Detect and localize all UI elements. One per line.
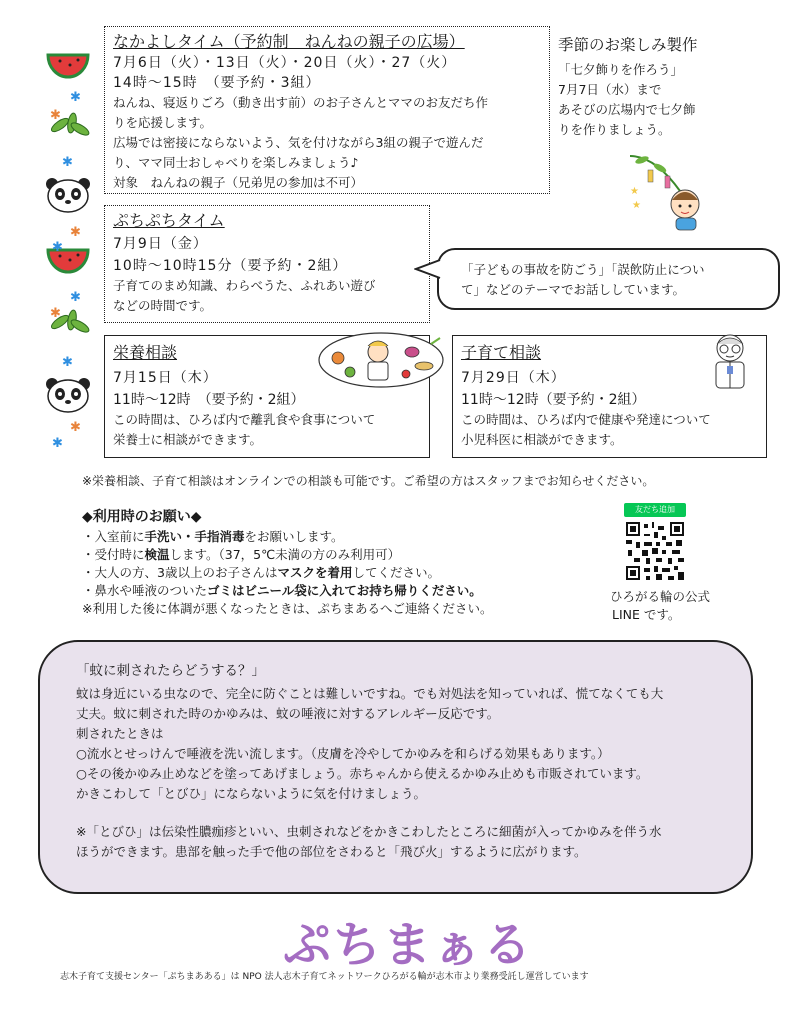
rules-item: ・入室前に手洗い・手指消毒をお願いします。 <box>82 529 344 544</box>
line-badge[interactable]: 友だち追加 <box>624 503 686 517</box>
svg-text:★: ★ <box>630 186 639 197</box>
kosodate-line: この時間は、ひろば内で健康や発達について <box>461 412 711 427</box>
puchi-line: 子育てのまめ知識、わらべうた、ふれあい遊び <box>113 278 376 293</box>
puchi-date: 7月9日（金） <box>113 236 208 252</box>
eiyou-time: 11時〜12時 （要予約・2組） <box>113 392 305 408</box>
eiyou-line: 栄養士に相談ができます。 <box>113 432 263 447</box>
side-decorations <box>40 50 100 450</box>
mosquito-line: かきこわして「とびひ」にならないように気を付けましょう。 <box>76 786 427 801</box>
rules-title: ◆利用時のお願い◆ <box>82 509 202 525</box>
eiyou-date: 7月15日（木） <box>113 370 218 386</box>
kosodate-date: 7月29日（木） <box>461 370 566 386</box>
mosquito-panel <box>38 640 753 894</box>
svg-text:★: ★ <box>632 200 641 211</box>
star-icon: ✱ <box>70 90 81 105</box>
eiyou-title: 栄養相談 <box>113 343 178 362</box>
line-caption: ひろがる輪の公式 LINE です。 <box>610 589 711 622</box>
bubble-tail <box>414 258 442 280</box>
eiyou-line: この時間は、ひろば内で離乳食や食事について <box>113 412 376 427</box>
bubble-line: て」などのテーマでお話ししています。 <box>461 282 686 297</box>
qr-code[interactable] <box>624 520 686 582</box>
rules-section <box>82 506 492 618</box>
mosquito-line: 丈夫。蚊に刺された時のかゆみは、蚊の唾液に対するアレルギー反応です。 <box>76 706 500 721</box>
mosquito-line: ○流水とせっけんで唾液を洗い流します。（皮膚を冷やしてかゆみを和らげる効果もあります。） <box>76 746 610 761</box>
star-icon: ✱ <box>70 420 81 435</box>
puchi-title: ぷちぷちタイム <box>113 211 225 230</box>
star-icon: ✱ <box>62 355 73 370</box>
nakayoshi-dates: 7月6日（火）・13日（火）・20日（火）・27（火） <box>113 55 457 71</box>
rules-item: ・鼻水や唾液のついたゴミはビニール袋に入れてお持ち帰りください。 <box>82 583 482 598</box>
mosquito-line: 蚊は身近にいる虫なので、完全に防ぐことは難しいですね。でも対処法を知っていれば、慌てなくても大 <box>76 686 664 701</box>
rules-item: ・受付時に検温します。（37，5℃未満の方のみ利用可） <box>82 547 401 562</box>
seasonal-line: りを作りましょう。 <box>558 122 671 137</box>
panda-icon <box>46 178 90 212</box>
rules-item: ・大人の方、3歳以上のお子さんはマスクを着用してください。 <box>82 565 440 580</box>
seasonal-date: 7月7日（水）まで <box>558 82 662 97</box>
star-icon: ✱ <box>50 108 61 123</box>
online-note: ※栄養相談、子育て相談はオンラインでの相談も可能です。ご希望の方はスタッフまでお知らせください。 <box>82 474 655 488</box>
seasonal-line: あそびの広場内で七夕飾 <box>558 102 696 117</box>
kosodate-line: 小児科医に相談ができます。 <box>461 432 623 447</box>
star-icon: ✱ <box>52 240 63 255</box>
mosquito-line: ○その後かゆみ止めなどを塗ってあげましょう。赤ちゃんから使えるかゆみ止めも市販されています。 <box>76 766 649 781</box>
kosodate-time: 11時〜12時（要予約・2組） <box>461 392 646 408</box>
watermelon-icon <box>48 55 88 77</box>
nakayoshi-line: 対象 ねんねの親子（兄弟児の参加は不可） <box>113 175 364 190</box>
star-icon: ✱ <box>52 436 63 451</box>
nakayoshi-title: なかよしタイム（予約制 ねんねの親子の広場） <box>113 32 465 51</box>
seasonal-section <box>558 34 698 140</box>
mosquito-note: ※「とびひ」は伝染性膿痂疹といい、虫刺されなどをかきこわしたところに細菌が入ってかゆみを伴う水 <box>76 824 662 839</box>
nakayoshi-line: り、ママ同士おしゃべりを楽しみましょう♪ <box>113 155 359 170</box>
star-icon: ✱ <box>70 290 81 305</box>
puchimaaru-logo: ぷちまぁる <box>283 917 534 973</box>
speech-bubble <box>437 248 780 310</box>
nakayoshi-line: りを応援します。 <box>113 115 213 130</box>
rules-last: ※利用した後に体調が悪くなったときは、ぷちまあるへご連絡ください。 <box>82 601 493 616</box>
puchi-time: 10時〜10時15分（要予約・2組） <box>113 258 348 274</box>
seasonal-title: 季節のお楽しみ製作 <box>558 36 698 54</box>
mosquito-line: 刺されたときは <box>76 726 164 741</box>
doctor-illustration <box>700 330 760 390</box>
star-icon: ✱ <box>62 155 73 170</box>
nakayoshi-line: ねんね、寝返りごろ（動き出す前）のお子さんとママのお友だち作 <box>113 95 489 110</box>
nakayoshi-time: 14時〜15時 （要予約・3組） <box>113 75 321 91</box>
nutritionist-illustration <box>316 330 446 390</box>
nakayoshi-box <box>104 26 550 194</box>
kosodate-title: 子育て相談 <box>461 343 542 362</box>
panda-icon <box>46 378 90 412</box>
puchi-box <box>104 205 430 323</box>
puchi-line: などの時間です。 <box>113 298 213 313</box>
mosquito-title: 「蚊に刺されたらどうする？」 <box>76 663 265 679</box>
star-icon: ✱ <box>70 225 81 240</box>
mosquito-note: ほうができます。患部を触った手で他の部位をさわると「飛び火」するように広がります。 <box>76 844 587 859</box>
nakayoshi-line: 広場では密接にならないよう、気を付けながら3組の親子で遊んだ <box>113 135 484 150</box>
bubble-line: 「子どもの事故を防ごう」「誤飲防止につい <box>461 262 705 277</box>
star-icon: ✱ <box>50 306 61 321</box>
footer-text: 志木子育て支援センター「ぷちまあある」は NPO 法人志木子育てネットワークひろがる輪が志木市より業務受託し運営しています <box>60 972 589 982</box>
seasonal-subtitle: 「七夕飾りを作ろう」 <box>558 62 684 77</box>
tanabata-illustration <box>620 146 710 236</box>
